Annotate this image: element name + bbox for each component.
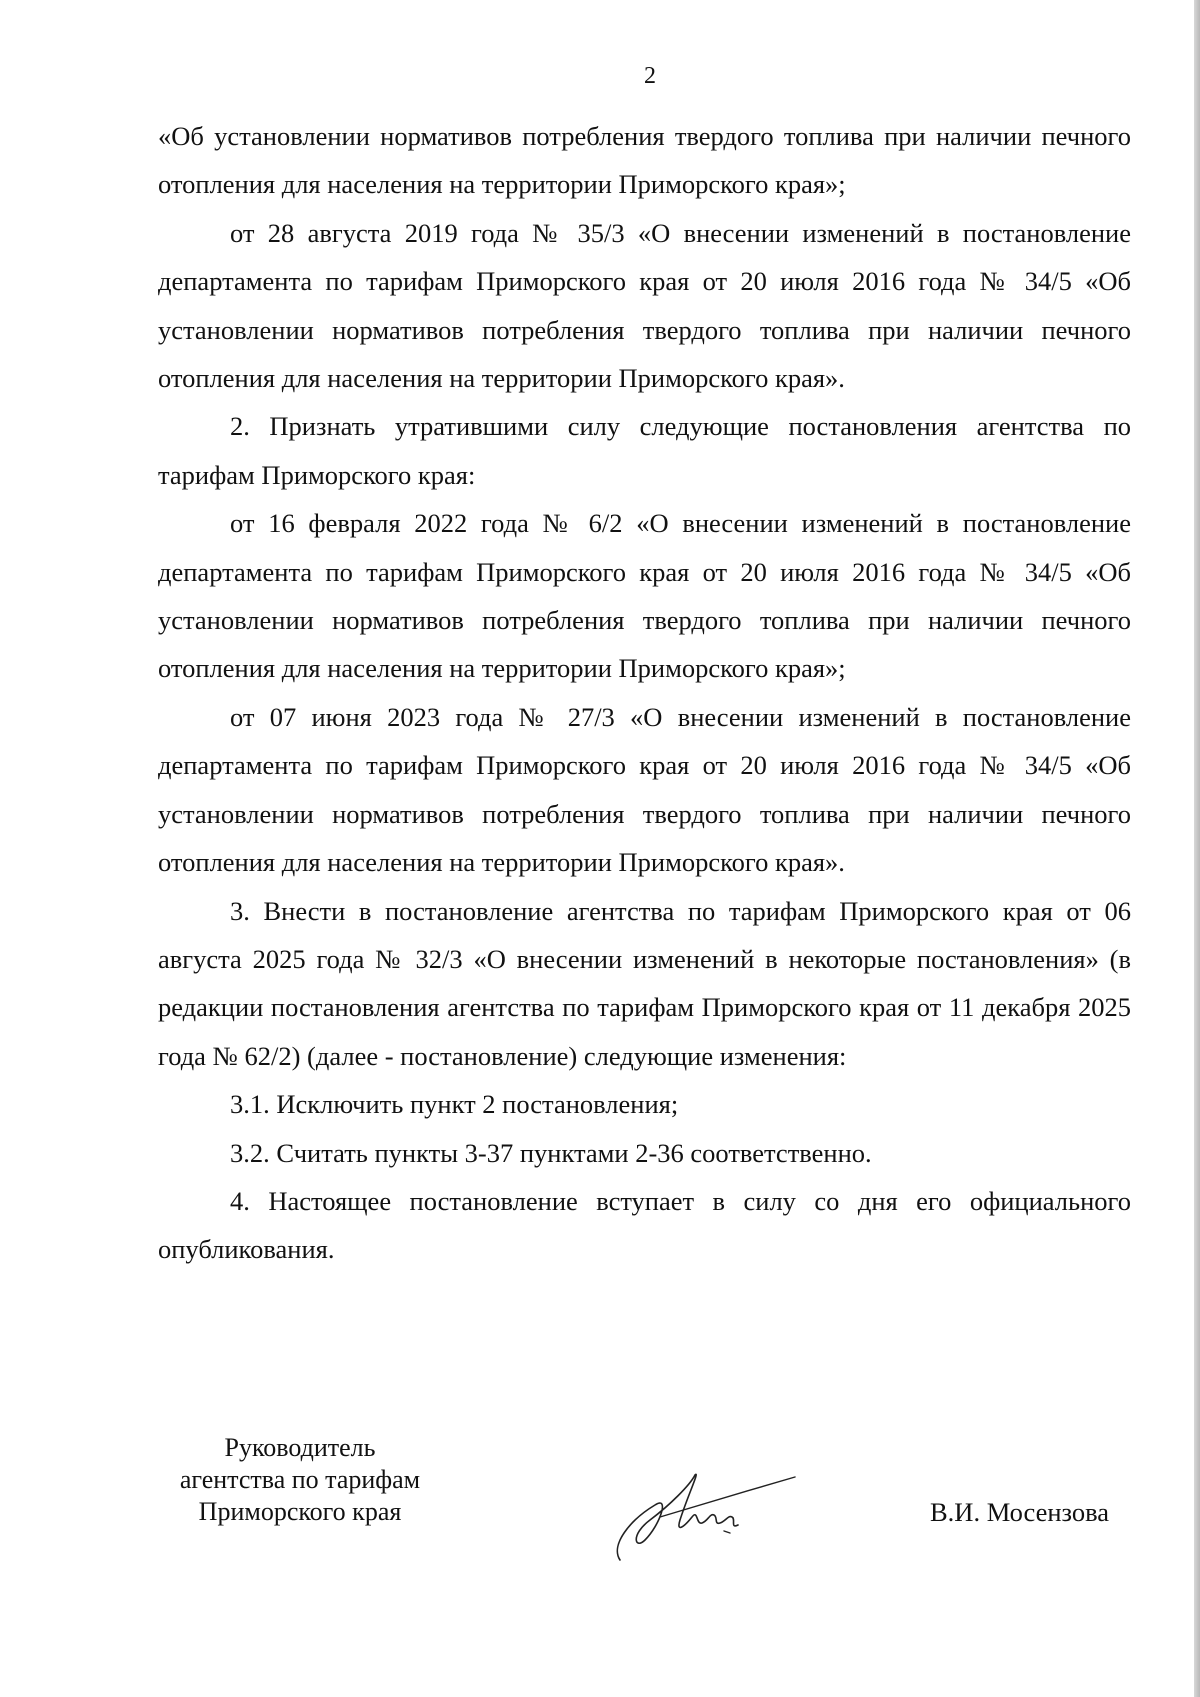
- signatory-position-line-2: агентства по тарифам: [179, 1465, 421, 1494]
- page-edge-shadow: [1194, 0, 1200, 1697]
- paragraph-3: 2. Признать утратившими силу следующие постановления агентства по тарифам Приморского края:: [158, 411, 1131, 490]
- signer-name: В.И. Мосензова: [930, 1497, 1110, 1527]
- paragraph-8: 3.2. Считать пункты 3-37 пунктами 2-36 соответственно.: [230, 1137, 872, 1168]
- signatory-position-line-3: Приморского края: [198, 1497, 402, 1526]
- paragraph-5: от 07 июня 2023 года № 27/3 «О внесении изменений в постановление департамента по тарифам Приморского края от 20 июля 2016 года № 34/5 «Об установлении нормативов потребления твердого топлива при наличии печного отопления для населения на территории Приморского края».: [158, 701, 1131, 878]
- paragraph-1: «Об установлении нормативов потребления твердого топлива при наличии печного отопления для населения на территории Приморского края»;: [158, 121, 1131, 200]
- signatory-position-line-1: Руководитель: [224, 1433, 376, 1462]
- signatory-position: [150, 1432, 450, 1528]
- paragraph-6: 3. Внести в постановление агентства по тарифам Приморского края от 06 августа 2025 года № 32/3 «О внесении изменений в некоторые постановления» (в редакции постановления агентства по тарифам Приморского края от 11 декабря 2025 года № 62/2) (далее - постановление) следующие изменения:: [158, 895, 1131, 1071]
- paragraph-4: от 16 февраля 2022 года № 6/2 «О внесении изменений в постановление департамента по тарифам Приморского края от 20 июля 2016 года № 34/5 «Об установлении нормативов потребления твердого топлива при наличии печного отопления для населения на территории Приморского края»;: [158, 508, 1131, 684]
- paragraph-2: от 28 августа 2019 года № 35/3 «О внесении изменений в постановление департамента по тарифам Приморского края от 20 июля 2016 года № 34/5 «Об установлении нормативов потребления твердого топлива при наличии печного отопления для населения на территории Приморского края».: [158, 217, 1131, 394]
- page-number: 2: [644, 63, 656, 89]
- paragraph-9: 4. Настоящее постановление вступает в силу со дня его официального опубликования.: [158, 1185, 1131, 1265]
- paragraph-7: 3.1. Исключить пункт 2 постановления;: [230, 1089, 679, 1120]
- handwritten-signature: [600, 1465, 800, 1575]
- document-body: [158, 112, 1131, 1274]
